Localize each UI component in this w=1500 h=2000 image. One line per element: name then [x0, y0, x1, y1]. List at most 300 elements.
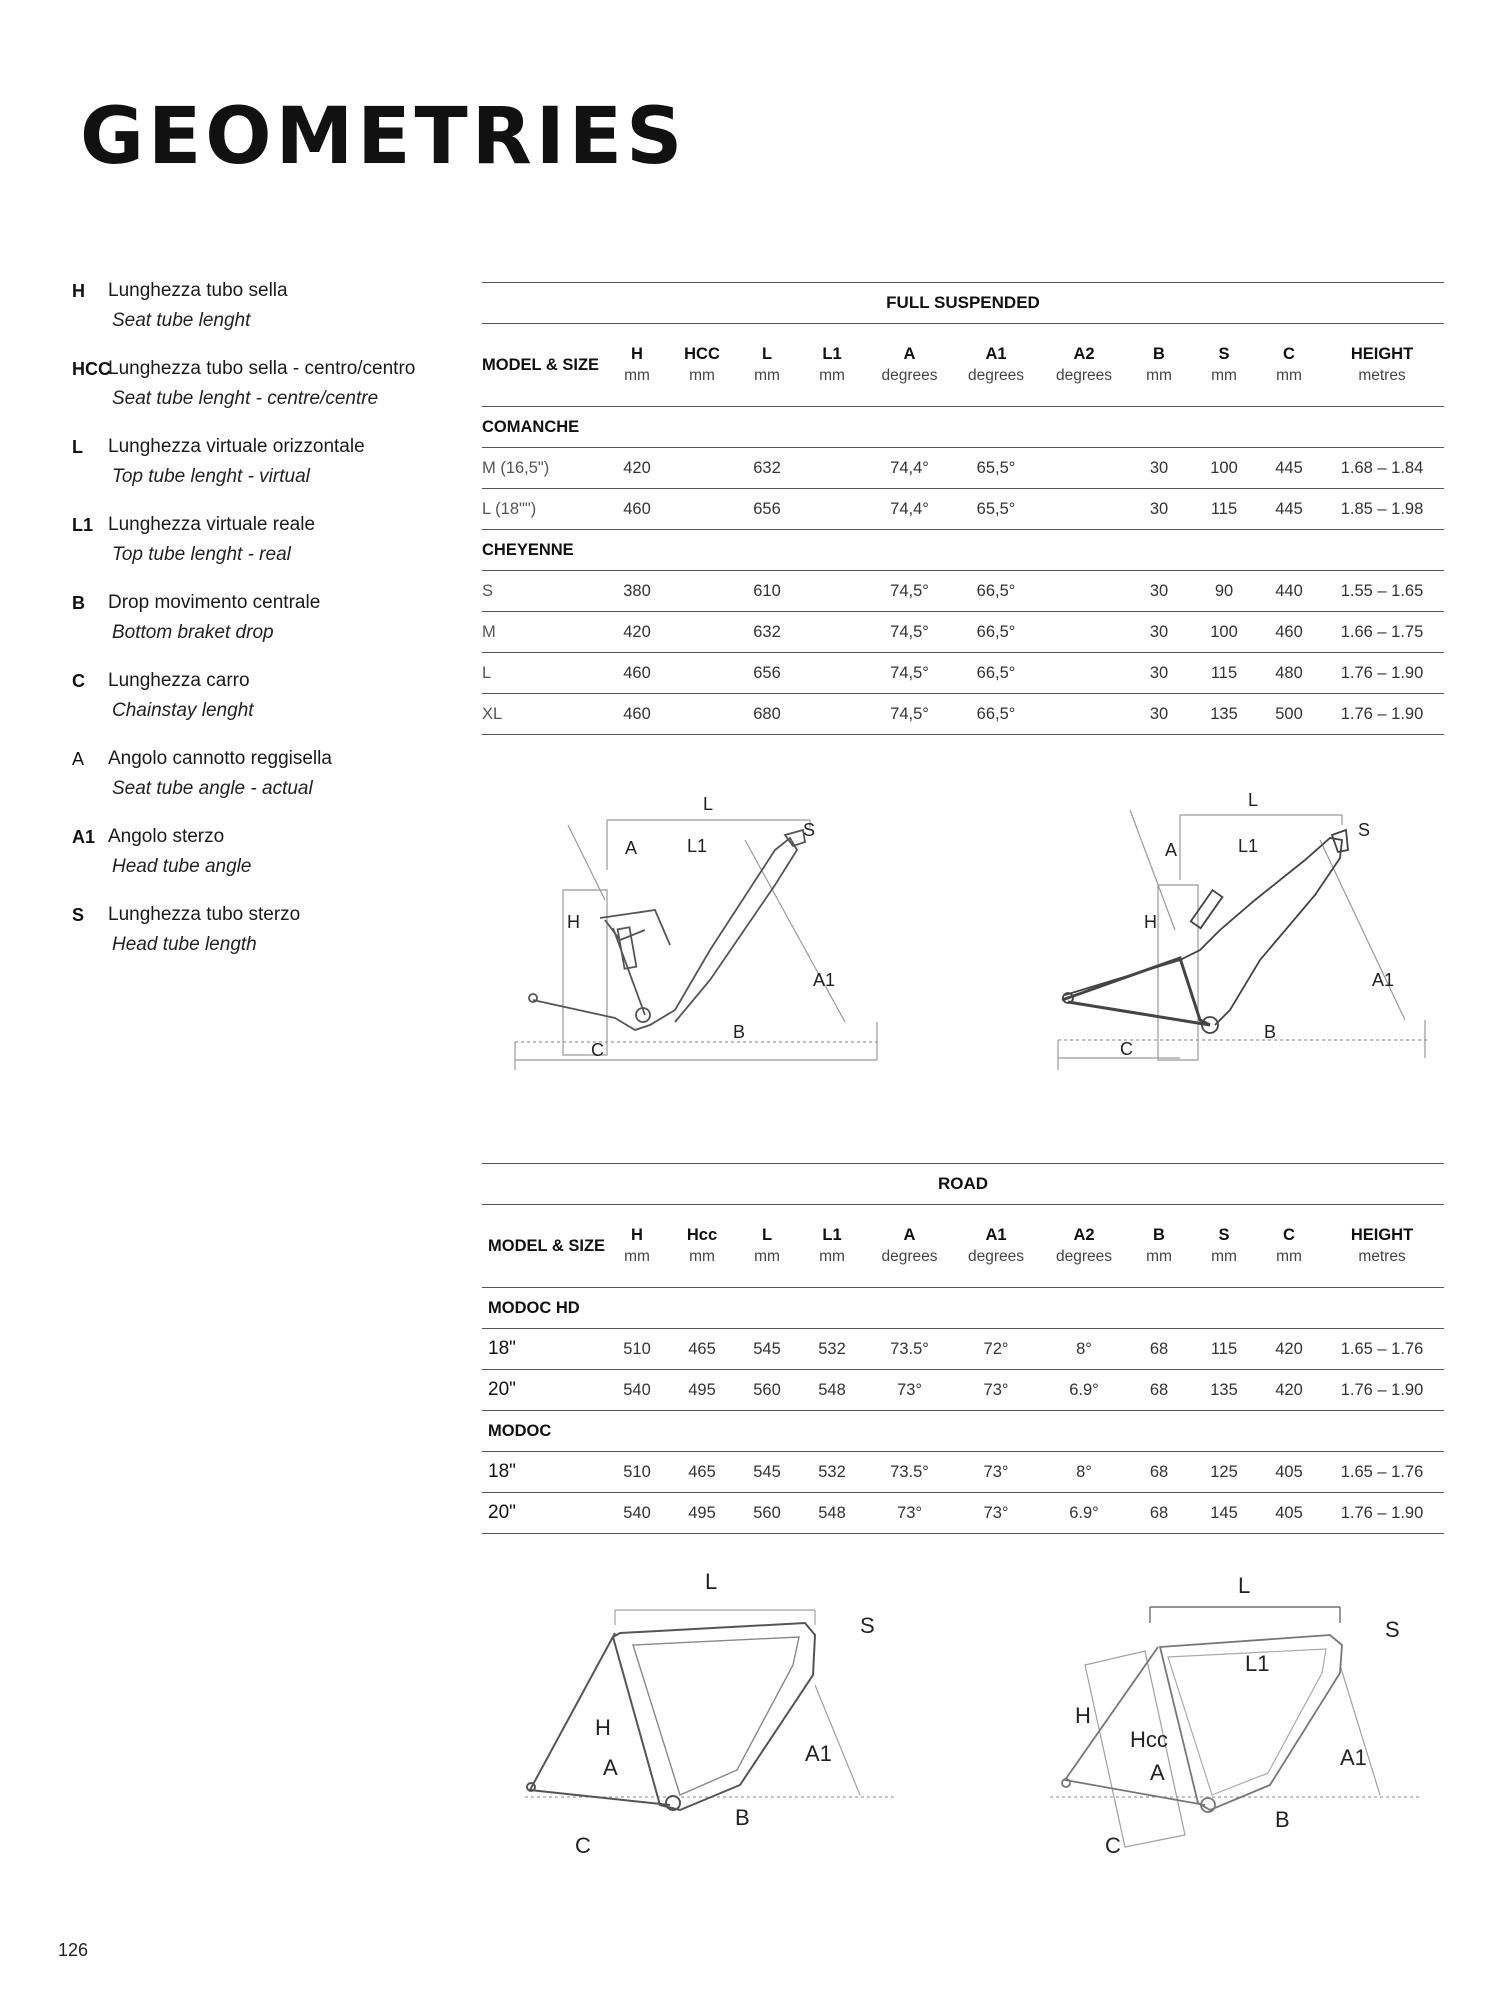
column-header [797, 324, 867, 407]
value-cell: 74,5° [867, 653, 952, 694]
diagram-label: A [1165, 840, 1178, 860]
column-header [1128, 1205, 1190, 1288]
value-cell: 8° [1040, 1452, 1128, 1493]
column-unit: mm [1276, 1248, 1302, 1265]
value-cell: 66,5° [952, 694, 1040, 735]
rear-shock [1191, 890, 1223, 928]
column-name: Hcc [686, 1226, 718, 1244]
column-header [1320, 324, 1444, 407]
value-cell: 460 [607, 694, 667, 735]
value-cell: 74,5° [867, 612, 952, 653]
geometry-legend [72, 276, 432, 978]
legend-item [72, 744, 432, 804]
diagram-label: A [625, 838, 638, 858]
legend-item [72, 510, 432, 570]
value-cell: 632 [737, 612, 797, 653]
legend-label: Angolo cannotto reggisella [108, 748, 332, 769]
value-cell: 68 [1128, 1329, 1190, 1370]
column-name: L1 [822, 1226, 842, 1244]
legend-label: Drop movimento centrale [108, 592, 321, 613]
legend-label-en: Head tube angle [112, 856, 252, 877]
column-header [1128, 324, 1190, 407]
column-header-model-size: MODEL & SIZE [482, 324, 607, 407]
frame-diagram-full-suspended-2 [1050, 780, 1450, 1070]
diagram-label: L1 [1245, 1651, 1270, 1676]
column-unit: degrees [967, 1248, 1024, 1265]
value-cell: 548 [797, 1493, 867, 1534]
diagram-label: A [1150, 1760, 1165, 1785]
legend-label-en: Bottom braket drop [112, 622, 274, 643]
legend-label: Lunghezza tubo sella [108, 280, 288, 301]
diagram-label: C [1120, 1039, 1133, 1059]
diagram-label: L [703, 794, 714, 814]
value-cell: 532 [797, 1452, 867, 1493]
legend-item [72, 666, 432, 726]
value-cell: 73° [867, 1370, 952, 1411]
column-name: A2 [1073, 345, 1095, 363]
value-cell: 1.65 – 1.76 [1320, 1452, 1444, 1493]
head-tube [1332, 830, 1348, 852]
column-unit: mm [1211, 1248, 1237, 1265]
diagram-label: L [705, 1569, 718, 1594]
value-cell: 656 [737, 653, 797, 694]
model-name: MODOC HD [482, 1288, 1444, 1329]
table-row [482, 571, 1444, 612]
column-name: A2 [1073, 1226, 1095, 1244]
column-unit: degrees [881, 367, 938, 384]
column-unit: mm [1211, 367, 1237, 384]
legend-item [72, 822, 432, 882]
value-cell: 540 [607, 1493, 667, 1534]
column-header [867, 1205, 952, 1288]
size-cell: L (18"") [482, 489, 607, 530]
value-cell: 74,5° [867, 571, 952, 612]
diagram-label: C [591, 1040, 604, 1060]
column-unit: mm [819, 1248, 845, 1265]
value-cell: 1.66 – 1.75 [1320, 612, 1444, 653]
column-header [1190, 1205, 1258, 1288]
table-header-row [482, 324, 1444, 407]
value-cell [667, 612, 737, 653]
column-name: B [1153, 345, 1165, 363]
legend-item [72, 432, 432, 492]
diagram-label: L1 [1238, 836, 1259, 856]
value-cell: 115 [1190, 1329, 1258, 1370]
diagram-label: H [595, 1715, 611, 1740]
value-cell: 74,4° [867, 489, 952, 530]
legend-label: Lunghezza virtuale reale [108, 514, 316, 535]
column-unit: degrees [1055, 1248, 1112, 1265]
column-header [1040, 324, 1128, 407]
value-cell: 74,4° [867, 448, 952, 489]
value-cell: 73° [952, 1493, 1040, 1534]
value-cell [797, 448, 867, 489]
value-cell: 68 [1128, 1452, 1190, 1493]
value-cell: 68 [1128, 1493, 1190, 1534]
table-row [482, 612, 1444, 653]
diagram-label: B [733, 1022, 746, 1042]
value-cell: 532 [797, 1329, 867, 1370]
value-cell: 545 [737, 1329, 797, 1370]
column-header [1190, 324, 1258, 407]
value-cell [1040, 571, 1128, 612]
frame-outline [1065, 838, 1342, 1025]
seat-angle-line [568, 825, 605, 900]
value-cell: 560 [737, 1493, 797, 1534]
column-unit: mm [1146, 367, 1172, 384]
model-group-row [482, 530, 1444, 571]
value-cell: 115 [1190, 653, 1258, 694]
section-title: ROAD [482, 1164, 1444, 1205]
column-name: L1 [822, 345, 842, 363]
column-unit: metres [1358, 367, 1406, 384]
model-group-row [482, 407, 1444, 448]
model-name: COMANCHE [482, 407, 1444, 448]
column-header [607, 1205, 667, 1288]
diagram-label: L1 [687, 836, 708, 856]
legend-item [72, 588, 432, 648]
diagram-label: B [1275, 1807, 1290, 1832]
legend-code: B [72, 593, 85, 613]
value-cell: 73° [867, 1493, 952, 1534]
legend-label: Lunghezza tubo sterzo [108, 904, 301, 925]
column-unit: degrees [1055, 367, 1112, 384]
value-cell: 445 [1258, 489, 1320, 530]
column-header [667, 1205, 737, 1288]
diagram-label: B [735, 1805, 750, 1830]
value-cell [667, 489, 737, 530]
diagram-label: C [575, 1833, 591, 1858]
value-cell: 6.9° [1040, 1493, 1128, 1534]
value-cell: 420 [1258, 1370, 1320, 1411]
column-name: A1 [985, 345, 1007, 363]
page-title: GEOMETRIES [80, 92, 687, 182]
section-title: FULL SUSPENDED [482, 283, 1444, 324]
legend-item [72, 276, 432, 336]
legend-label-en: Chainstay lenght [112, 700, 254, 721]
value-cell: 420 [607, 448, 667, 489]
value-cell: 560 [737, 1370, 797, 1411]
value-cell: 73.5° [867, 1329, 952, 1370]
size-cell: M (16,5") [482, 448, 607, 489]
table-row [482, 1452, 1444, 1493]
column-unit: mm [754, 367, 780, 384]
value-cell: 680 [737, 694, 797, 735]
value-cell: 100 [1190, 448, 1258, 489]
column-unit: mm [754, 1248, 780, 1265]
head-angle-line [1320, 840, 1405, 1020]
value-cell: 460 [607, 653, 667, 694]
value-cell: 65,5° [952, 448, 1040, 489]
legend-label: Lunghezza carro [108, 670, 250, 691]
frame-diagram-road-1 [515, 1565, 915, 1865]
value-cell: 6.9° [1040, 1370, 1128, 1411]
frame-diagram-road-2 [1040, 1565, 1440, 1865]
value-cell: 100 [1190, 612, 1258, 653]
column-unit: mm [689, 1248, 715, 1265]
value-cell [667, 694, 737, 735]
legend-label-en: Top tube lenght - virtual [112, 466, 310, 487]
shock-link [605, 920, 645, 940]
legend-code: H [72, 281, 85, 301]
legend-label: Angolo sterzo [108, 826, 225, 847]
legend-label-en: Head tube length [112, 934, 257, 955]
head-angle-line [1340, 1665, 1380, 1795]
column-unit: mm [1276, 367, 1302, 384]
value-cell [667, 448, 737, 489]
value-cell: 73° [952, 1370, 1040, 1411]
value-cell: 510 [607, 1329, 667, 1370]
model-group-row [482, 1411, 1444, 1452]
column-unit: mm [1146, 1248, 1172, 1265]
value-cell: 30 [1128, 571, 1190, 612]
column-header [1258, 324, 1320, 407]
frame-diagram-svg [505, 780, 895, 1070]
value-cell: 30 [1128, 612, 1190, 653]
value-cell: 495 [667, 1370, 737, 1411]
column-header [952, 1205, 1040, 1288]
value-cell: 72° [952, 1329, 1040, 1370]
column-header-model-size: MODEL & SIZE [482, 1205, 607, 1288]
column-header [1040, 1205, 1128, 1288]
value-cell: 632 [737, 448, 797, 489]
diagram-label: S [803, 820, 816, 840]
size-cell: XL [482, 694, 607, 735]
column-name: A [903, 1226, 916, 1244]
chainstay [1068, 1002, 1210, 1025]
value-cell [797, 612, 867, 653]
legend-code: C [72, 671, 85, 691]
legend-code: HCC [72, 359, 111, 379]
column-name: A1 [985, 1226, 1007, 1244]
diagram-label: C [1105, 1833, 1121, 1858]
value-cell: 1.68 – 1.84 [1320, 448, 1444, 489]
head-tube [785, 830, 805, 846]
value-cell: 145 [1190, 1493, 1258, 1534]
value-cell [1040, 489, 1128, 530]
value-cell [797, 694, 867, 735]
head-angle-line [815, 1685, 860, 1795]
value-cell: 1.85 – 1.98 [1320, 489, 1444, 530]
column-header [607, 324, 667, 407]
full-suspended-table [482, 282, 1444, 735]
column-unit: degrees [967, 367, 1024, 384]
value-cell: 1.76 – 1.90 [1320, 653, 1444, 694]
diagram-label: H [1075, 1703, 1091, 1728]
table-row [482, 489, 1444, 530]
value-cell: 90 [1190, 571, 1258, 612]
column-unit: degrees [881, 1248, 938, 1265]
legend-code: A [72, 749, 85, 769]
column-name: S [1218, 345, 1230, 363]
model-name: CHEYENNE [482, 530, 1444, 571]
column-unit: metres [1358, 1248, 1406, 1265]
frame-diagram-svg [1040, 1565, 1440, 1865]
column-unit: mm [624, 367, 650, 384]
value-cell: 66,5° [952, 653, 1040, 694]
column-name: HCC [684, 345, 720, 363]
value-cell: 445 [1258, 448, 1320, 489]
legend-code: S [72, 905, 85, 925]
column-name: A [903, 345, 916, 363]
value-cell [1040, 612, 1128, 653]
legend-item [72, 900, 432, 960]
size-cell: 20" [482, 1370, 607, 1411]
legend-label-en: Seat tube angle - actual [112, 778, 313, 799]
value-cell [1040, 694, 1128, 735]
value-cell: 73.5° [867, 1452, 952, 1493]
value-cell: 420 [607, 612, 667, 653]
value-cell: 8° [1040, 1329, 1128, 1370]
frame-diagram-full-suspended-1 [505, 780, 895, 1070]
diagram-label: A1 [1372, 970, 1395, 990]
legend-label-en: Seat tube lenght [112, 310, 251, 331]
value-cell: 405 [1258, 1452, 1320, 1493]
size-cell: 20" [482, 1493, 607, 1534]
value-cell: 73° [952, 1452, 1040, 1493]
value-cell: 420 [1258, 1329, 1320, 1370]
rear-shock [618, 927, 637, 968]
frame-inner-outline [633, 1637, 799, 1795]
table-row [482, 694, 1444, 735]
diagram-label: S [860, 1613, 875, 1638]
diagram-label: A1 [1340, 1745, 1367, 1770]
column-name: C [1283, 345, 1295, 363]
legend-label-en: Seat tube lenght - centre/centre [112, 388, 379, 409]
model-name: MODOC [482, 1411, 1444, 1452]
column-header [867, 324, 952, 407]
value-cell: 460 [607, 489, 667, 530]
value-cell: 465 [667, 1452, 737, 1493]
column-name: B [1153, 1226, 1165, 1244]
value-cell: 125 [1190, 1452, 1258, 1493]
legend-code: L [72, 437, 83, 457]
table-header-row [482, 1205, 1444, 1288]
column-unit: mm [819, 367, 845, 384]
diagram-label: H [1144, 912, 1157, 932]
legend-label: Lunghezza virtuale orizzontale [108, 436, 365, 457]
frame-diagram-svg [1050, 780, 1450, 1070]
head-angle-line [745, 840, 845, 1022]
value-cell: 510 [607, 1452, 667, 1493]
value-cell: 500 [1258, 694, 1320, 735]
value-cell: 405 [1258, 1493, 1320, 1534]
frame-diagram-svg [515, 1565, 915, 1865]
value-cell: 135 [1190, 694, 1258, 735]
value-cell: 540 [607, 1370, 667, 1411]
road-table [482, 1163, 1444, 1534]
value-cell: 1.76 – 1.90 [1320, 694, 1444, 735]
value-cell: 1.76 – 1.90 [1320, 1370, 1444, 1411]
legend-code: A1 [72, 827, 96, 847]
value-cell: 610 [737, 571, 797, 612]
size-cell: 18" [482, 1452, 607, 1493]
value-cell: 1.55 – 1.65 [1320, 571, 1444, 612]
page-number: 126 [58, 1940, 89, 1960]
value-cell: 465 [667, 1329, 737, 1370]
legend-code: L1 [72, 515, 94, 535]
model-group-row [482, 1288, 1444, 1329]
column-name: H [631, 345, 643, 363]
legend-item [72, 354, 432, 414]
value-cell: 460 [1258, 612, 1320, 653]
value-cell: 66,5° [952, 612, 1040, 653]
column-header [1258, 1205, 1320, 1288]
size-cell: M [482, 612, 607, 653]
column-header [952, 324, 1040, 407]
value-cell: 380 [607, 571, 667, 612]
legend-label-en: Top tube lenght - real [112, 544, 291, 565]
legend-label: Lunghezza tubo sella - centro/centro [108, 358, 416, 379]
value-cell [797, 653, 867, 694]
column-name: C [1283, 1226, 1295, 1244]
value-cell [1040, 448, 1128, 489]
diagram-label: S [1358, 820, 1371, 840]
table-row [482, 1370, 1444, 1411]
column-header [667, 324, 737, 407]
value-cell: 115 [1190, 489, 1258, 530]
value-cell: 545 [737, 1452, 797, 1493]
diagram-label: B [1264, 1022, 1277, 1042]
value-cell [1040, 653, 1128, 694]
column-unit: mm [689, 367, 715, 384]
column-name: S [1218, 1226, 1230, 1244]
table-row [482, 1493, 1444, 1534]
value-cell: 548 [797, 1370, 867, 1411]
rear-triangle [1062, 958, 1210, 1025]
size-cell: S [482, 571, 607, 612]
table-row [482, 448, 1444, 489]
table-row [482, 1329, 1444, 1370]
size-cell: 18" [482, 1329, 607, 1370]
seat-tube-box [1158, 885, 1198, 1060]
value-cell: 480 [1258, 653, 1320, 694]
value-cell: 1.76 – 1.90 [1320, 1493, 1444, 1534]
value-cell: 656 [737, 489, 797, 530]
value-cell: 30 [1128, 694, 1190, 735]
value-cell [797, 571, 867, 612]
value-cell: 440 [1258, 571, 1320, 612]
size-cell: L [482, 653, 607, 694]
column-unit: mm [624, 1248, 650, 1265]
diagram-label: A [603, 1755, 618, 1780]
column-header [1320, 1205, 1444, 1288]
column-header [737, 324, 797, 407]
value-cell: 74,5° [867, 694, 952, 735]
frame-front-triangle [613, 1623, 815, 1810]
value-cell [667, 653, 737, 694]
diagram-label: A1 [813, 970, 836, 990]
value-cell: 30 [1128, 489, 1190, 530]
diagram-label: S [1385, 1617, 1400, 1642]
value-cell: 65,5° [952, 489, 1040, 530]
value-cell [667, 571, 737, 612]
diagram-label: L [1248, 790, 1259, 810]
value-cell: 135 [1190, 1370, 1258, 1411]
diagram-label: Hcc [1130, 1727, 1168, 1752]
diagram-label: A1 [805, 1741, 832, 1766]
column-name: L [761, 345, 773, 363]
column-name: L [761, 1226, 773, 1244]
column-name: H [631, 1226, 643, 1244]
column-header [797, 1205, 867, 1288]
value-cell [797, 489, 867, 530]
column-name: HEIGHT [1350, 345, 1414, 363]
value-cell: 66,5° [952, 571, 1040, 612]
column-name: HEIGHT [1350, 1226, 1414, 1244]
column-header [737, 1205, 797, 1288]
value-cell: 1.65 – 1.76 [1320, 1329, 1444, 1370]
